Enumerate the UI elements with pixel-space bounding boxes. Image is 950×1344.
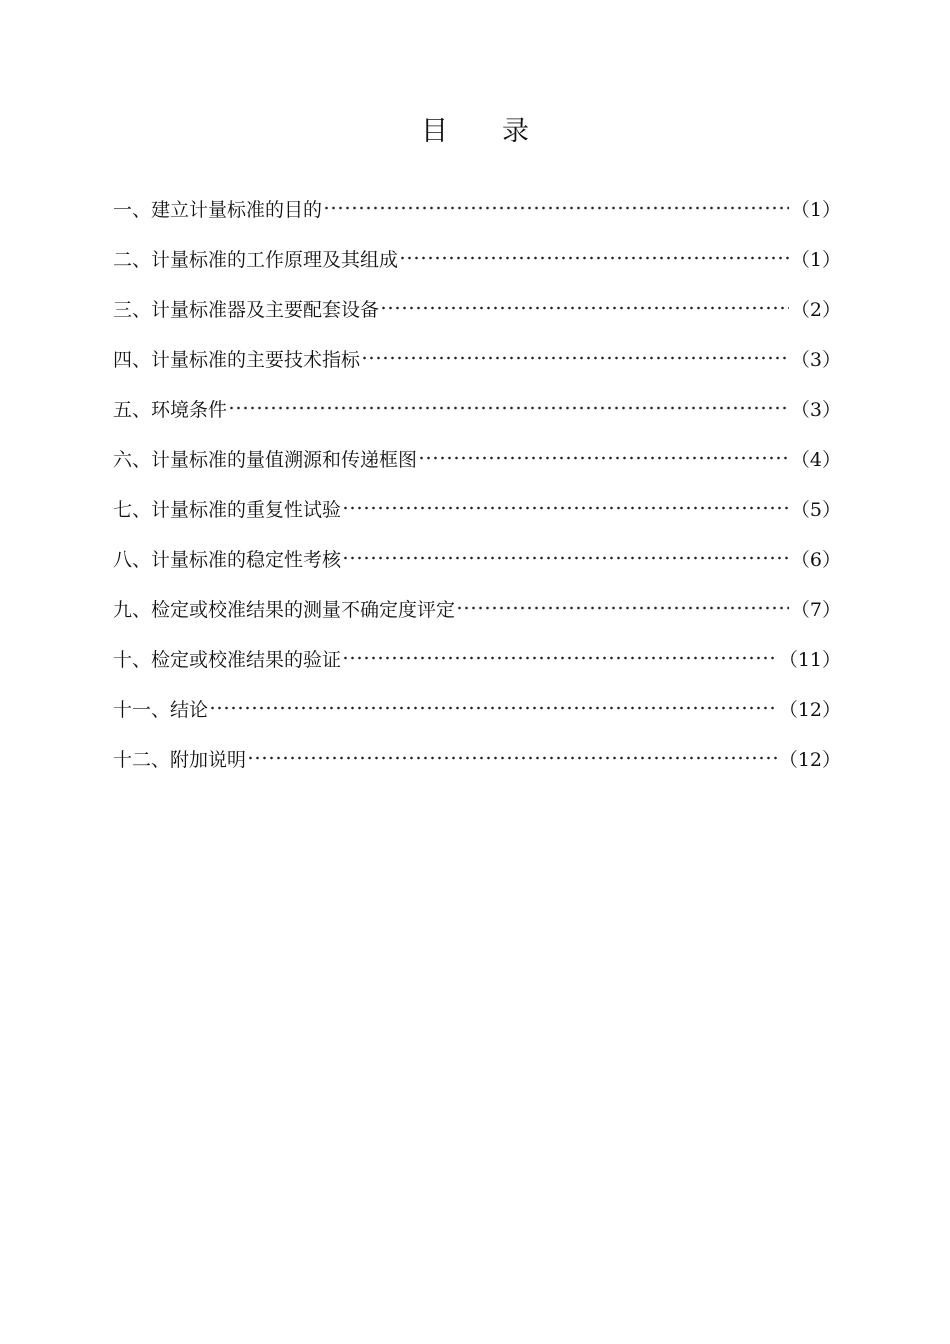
- toc-entry-page: （12）: [778, 749, 841, 771]
- toc-entry[interactable]: [113, 243, 841, 293]
- toc-list: [113, 193, 841, 793]
- toc-title: 目 录: [421, 116, 529, 147]
- dot-leader: [342, 655, 777, 661]
- dot-leader: [342, 555, 789, 561]
- toc-entry-label: 七、计量标准的重复性试验: [113, 499, 342, 521]
- dot-leader: [380, 305, 789, 311]
- toc-entry[interactable]: [113, 493, 841, 543]
- toc-entry-page: （12）: [778, 699, 841, 721]
- toc-entry[interactable]: [113, 193, 841, 243]
- toc-entry[interactable]: [113, 443, 841, 493]
- dot-leader: [228, 405, 789, 411]
- dot-leader: [399, 255, 789, 261]
- toc-entry-page: （11）: [778, 649, 841, 671]
- toc-entry-page: （4）: [790, 449, 841, 471]
- toc-entry[interactable]: [113, 343, 841, 393]
- dot-leader: [418, 455, 789, 461]
- toc-entry-page: （1）: [790, 199, 841, 221]
- toc-entry-page: （5）: [790, 499, 841, 521]
- toc-entry-page: （2）: [790, 299, 841, 321]
- toc-entry-label: 十一、结论: [113, 699, 209, 721]
- toc-entry[interactable]: [113, 543, 841, 593]
- toc-entry-page: （6）: [790, 549, 841, 571]
- toc-entry-page: （7）: [790, 599, 841, 621]
- toc-entry[interactable]: [113, 693, 841, 743]
- toc-entry-label: 四、计量标准的主要技术指标: [113, 349, 361, 371]
- toc-entry-page: （3）: [790, 349, 841, 371]
- toc-entry[interactable]: [113, 293, 841, 343]
- toc-entry-label: 八、计量标准的稳定性考核: [113, 549, 342, 571]
- toc-entry-label: 一、建立计量标准的目的: [113, 199, 323, 221]
- toc-entry-label: 五、环境条件: [113, 399, 228, 421]
- toc-entry-label: 二、计量标准的工作原理及其组成: [113, 249, 399, 271]
- toc-entry-label: 十、检定或校准结果的验证: [113, 649, 342, 671]
- dot-leader: [247, 755, 777, 761]
- dot-leader: [209, 705, 777, 711]
- toc-entry-page: （3）: [790, 399, 841, 421]
- toc-entry-label: 十二、附加说明: [113, 749, 247, 771]
- toc-entry[interactable]: [113, 643, 841, 693]
- toc-entry[interactable]: [113, 593, 841, 643]
- dot-leader: [342, 505, 789, 511]
- dot-leader: [361, 355, 789, 361]
- toc-entry-page: （1）: [790, 249, 841, 271]
- toc-entry[interactable]: [113, 393, 841, 443]
- toc-entry-label: 三、计量标准器及主要配套设备: [113, 299, 380, 321]
- dot-leader: [323, 205, 789, 211]
- dot-leader: [456, 605, 789, 611]
- toc-entry-label: 六、计量标准的量值溯源和传递框图: [113, 449, 418, 471]
- toc-entry[interactable]: [113, 743, 841, 793]
- toc-entry-label: 九、检定或校准结果的测量不确定度评定: [113, 599, 456, 621]
